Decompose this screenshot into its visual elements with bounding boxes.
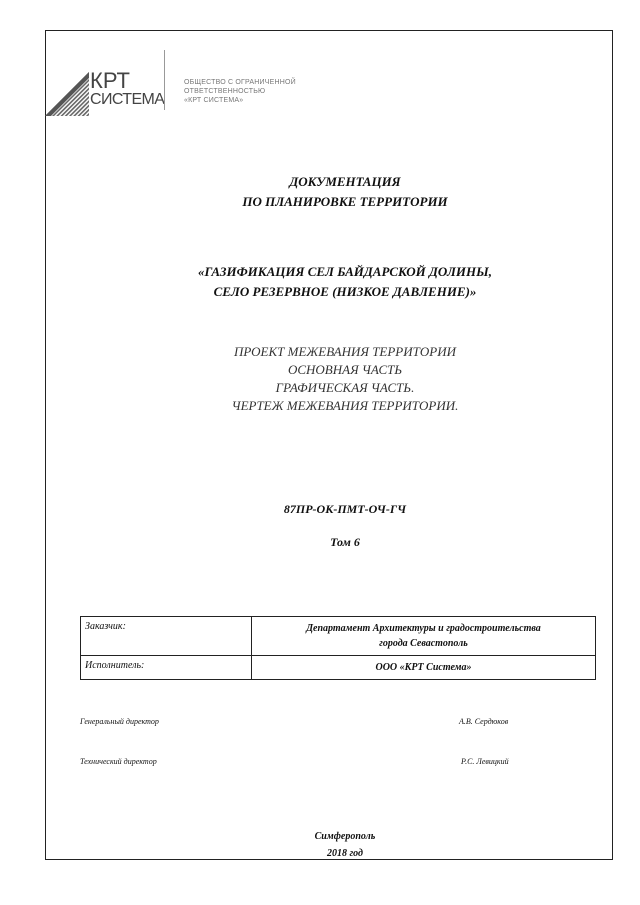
logo-line2: СИСТЕМА bbox=[90, 91, 165, 108]
footer-year: 2018 год bbox=[326, 848, 364, 859]
logo-line1: КРТ bbox=[90, 68, 130, 93]
footer-city: Симферополь bbox=[314, 831, 376, 842]
volume-number: Том 6 bbox=[330, 535, 360, 549]
technical-director-name: Р.С. Левицкий bbox=[461, 757, 509, 766]
document-title bbox=[45, 172, 640, 212]
customer-value-line2: города Севастополь bbox=[379, 638, 468, 649]
parts-line1: ПРОЕКТ МЕЖЕВАНИЯ ТЕРРИТОРИИ bbox=[234, 344, 456, 359]
executor-value: ООО «КРТ Система» bbox=[252, 656, 596, 680]
customer-value bbox=[252, 617, 596, 656]
document-parts bbox=[45, 343, 640, 415]
table-row-executor bbox=[81, 656, 596, 680]
title-line1: ДОКУМЕНТАЦИЯ bbox=[289, 174, 401, 189]
document-code: 87ПР-ОК-ПМТ-ОЧ-ГЧ bbox=[283, 502, 407, 516]
logo-company-line2: ОТВЕТСТВЕННОСТЬЮ bbox=[184, 88, 266, 95]
table-row-customer bbox=[81, 617, 596, 656]
customer-value-line1: Департамент Архитектуры и градостроительства bbox=[306, 623, 541, 634]
parts-line4: ЧЕРТЕЖ МЕЖЕВАНИЯ ТЕРРИТОРИИ. bbox=[231, 398, 459, 413]
general-director-name: А.В. Сердюков bbox=[459, 717, 509, 726]
page-frame bbox=[45, 30, 613, 860]
logo-company-line1: ОБЩЕСТВО С ОГРАНИЧЕННОЙ bbox=[184, 79, 296, 86]
project-subject bbox=[45, 262, 640, 302]
footer-place-date bbox=[45, 828, 640, 862]
parts-line3: ГРАФИЧЕСКАЯ ЧАСТЬ. bbox=[275, 380, 415, 395]
krt-logo-mark-icon bbox=[45, 72, 89, 116]
executor-label: Исполнитель: bbox=[81, 656, 252, 680]
logo-company-line3: «КРТ СИСТЕМА» bbox=[184, 97, 244, 104]
title-line2: ПО ПЛАНИРОВКЕ ТЕРРИТОРИИ bbox=[242, 194, 448, 209]
subject-line2: СЕЛО РЕЗЕРВНОЕ (НИЗКОЕ ДАВЛЕНИЕ)» bbox=[213, 284, 477, 299]
general-director-title: Генеральный директор bbox=[80, 717, 159, 726]
logo-divider bbox=[164, 50, 165, 110]
customer-label: Заказчик: bbox=[81, 617, 252, 656]
logo-company-name bbox=[184, 78, 296, 105]
logo-wordmark bbox=[90, 68, 165, 108]
info-table bbox=[80, 616, 596, 680]
parts-line2: ОСНОВНАЯ ЧАСТЬ bbox=[287, 362, 403, 377]
technical-director-title: Технический директор bbox=[80, 757, 157, 766]
subject-line1: «ГАЗИФИКАЦИЯ СЕЛ БАЙДАРСКОЙ ДОЛИНЫ, bbox=[198, 264, 492, 279]
